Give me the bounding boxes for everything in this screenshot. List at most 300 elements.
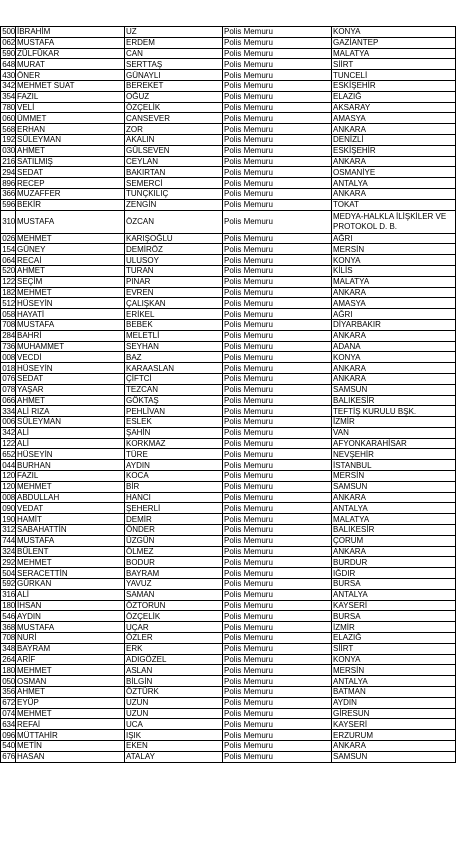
table-row xyxy=(1,145,456,156)
row-number-cell: 342 xyxy=(2,428,15,438)
row-number-cell: 294 xyxy=(2,167,15,177)
table-row xyxy=(1,124,456,135)
title-cell: Polis Memuru xyxy=(223,48,332,59)
last-name-cell: BAYRAM xyxy=(125,568,223,579)
last-name-cell: CANSEVER xyxy=(125,113,223,124)
title-cell: Polis Memuru xyxy=(223,363,332,374)
row-number-cell: 074 xyxy=(2,709,15,718)
last-name-cell: BİR xyxy=(125,481,223,492)
title-cell: Polis Memuru xyxy=(223,319,332,330)
first-name-cell: MÜTTAHİR xyxy=(16,730,125,741)
title-cell: Polis Memuru xyxy=(223,427,332,438)
last-name-cell: BEBEK xyxy=(125,319,223,330)
last-name-cell: UCA xyxy=(125,719,223,730)
last-name-cell: ERDEM xyxy=(125,37,223,48)
title-cell: Polis Memuru xyxy=(223,91,332,102)
last-name-cell: BEREKET xyxy=(125,80,223,91)
unit-cell: ANKARA xyxy=(332,188,456,199)
first-name-cell: REFAİ xyxy=(16,719,125,730)
table-row xyxy=(1,751,456,762)
title-cell: Polis Memuru xyxy=(223,37,332,48)
title-cell: Polis Memuru xyxy=(223,341,332,352)
table-row xyxy=(1,481,456,492)
last-name-cell: TÜRE xyxy=(125,449,223,460)
unit-cell: ANTALYA xyxy=(332,589,456,600)
table-row xyxy=(1,265,456,276)
table-row xyxy=(1,37,456,48)
table-row xyxy=(1,568,456,579)
first-name-cell: MEHMET xyxy=(16,287,125,298)
first-name-cell: BURHAN xyxy=(16,460,125,471)
row-number-cell: 180 xyxy=(2,601,15,611)
row-number-cell: 044 xyxy=(2,460,15,470)
table-row xyxy=(1,156,456,167)
first-name-cell: RECEP xyxy=(16,178,125,189)
first-name-cell: MUSTAFA xyxy=(16,622,125,633)
row-number-cell: 064 xyxy=(2,255,15,265)
row-number-cell: 744 xyxy=(2,536,15,546)
first-name-cell: MEHMET xyxy=(16,233,125,244)
table-row xyxy=(1,697,456,708)
table-row xyxy=(1,27,456,38)
unit-cell: DİYARBAKIR xyxy=(332,319,456,330)
row-number-cell: 648 xyxy=(2,59,15,69)
last-name-cell: DEMİRÖZ xyxy=(125,244,223,255)
last-name-cell: ÖNDER xyxy=(125,525,223,536)
last-name-cell: GÖKTAŞ xyxy=(125,395,223,406)
row-number-cell: 122 xyxy=(2,277,15,287)
title-cell: Polis Memuru xyxy=(223,589,332,600)
unit-cell: ÇORUM xyxy=(332,535,456,546)
first-name-cell: SERACETTİN xyxy=(16,568,125,579)
row-number-cell: 596 xyxy=(2,200,15,210)
title-cell: Polis Memuru xyxy=(223,113,332,124)
row-number-cell: 590 xyxy=(2,48,15,58)
title-cell: Polis Memuru xyxy=(223,708,332,719)
table-row xyxy=(1,319,456,330)
row-number-cell: 354 xyxy=(2,92,15,102)
row-number-cell: 008 xyxy=(2,493,15,503)
last-name-cell: ŞEHERLİ xyxy=(125,503,223,514)
table-row xyxy=(1,546,456,557)
personnel-table-body xyxy=(1,27,456,763)
row-number-cell: 708 xyxy=(2,320,15,330)
unit-cell: BURSA xyxy=(332,579,456,590)
unit-cell: ANKARA xyxy=(332,124,456,135)
first-name-cell: EYÜP xyxy=(16,697,125,708)
unit-cell: TEFTİŞ KURULU BŞK. xyxy=(332,406,456,417)
first-name-cell: SABAHATTİN xyxy=(16,525,125,536)
first-name-cell: BAHRİ xyxy=(16,330,125,341)
unit-cell: KONYA xyxy=(332,255,456,266)
title-cell: Polis Memuru xyxy=(223,102,332,113)
title-cell: Polis Memuru xyxy=(223,255,332,266)
first-name-cell: MEHMET xyxy=(16,481,125,492)
row-number-cell: 122 xyxy=(2,439,15,449)
first-name-cell: ZÜLFÜKAR xyxy=(16,48,125,59)
row-number-cell: 284 xyxy=(2,331,15,341)
row-number-cell: 216 xyxy=(2,156,15,166)
first-name-cell: MUHAMMET xyxy=(16,341,125,352)
title-cell: Polis Memuru xyxy=(223,719,332,730)
last-name-cell: UÇAR xyxy=(125,622,223,633)
title-cell: Polis Memuru xyxy=(223,156,332,167)
first-name-cell: FAZIL xyxy=(16,471,125,482)
title-cell: Polis Memuru xyxy=(223,406,332,417)
row-number-cell: 026 xyxy=(2,233,15,243)
first-name-cell: AHMET xyxy=(16,395,125,406)
table-row xyxy=(1,102,456,113)
unit-cell: AMASYA xyxy=(332,298,456,309)
table-row xyxy=(1,178,456,189)
table-row xyxy=(1,352,456,363)
table-row xyxy=(1,298,456,309)
first-name-cell: HASAN xyxy=(16,751,125,762)
row-number-cell: 120 xyxy=(2,471,15,481)
title-cell: Polis Memuru xyxy=(223,579,332,590)
table-row xyxy=(1,167,456,178)
title-cell: Polis Memuru xyxy=(223,352,332,363)
table-row xyxy=(1,514,456,525)
first-name-cell: NURİ xyxy=(16,633,125,644)
last-name-cell: ASLAN xyxy=(125,665,223,676)
row-number-cell: 500 xyxy=(2,27,15,37)
row-number-cell: 366 xyxy=(2,189,15,199)
first-name-cell: YAŞAR xyxy=(16,384,125,395)
row-number-cell: 008 xyxy=(2,352,15,362)
last-name-cell: ÖZÇELİK xyxy=(125,102,223,113)
last-name-cell: MELETLİ xyxy=(125,330,223,341)
table-row xyxy=(1,134,456,145)
table-row xyxy=(1,80,456,91)
row-number-cell: 652 xyxy=(2,449,15,459)
unit-cell: ELAZIĞ xyxy=(332,633,456,644)
title-cell: Polis Memuru xyxy=(223,244,332,255)
unit-cell: MALATYA xyxy=(332,48,456,59)
table-row xyxy=(1,287,456,298)
first-name-cell: ARİF xyxy=(16,654,125,665)
row-number-cell: 736 xyxy=(2,341,15,351)
title-cell: Polis Memuru xyxy=(223,665,332,676)
title-cell: Polis Memuru xyxy=(223,730,332,741)
title-cell: Polis Memuru xyxy=(223,384,332,395)
last-name-cell: YAVUZ xyxy=(125,579,223,590)
last-name-cell: UZUN xyxy=(125,697,223,708)
unit-cell: ADANA xyxy=(332,341,456,352)
unit-cell: MERSİN xyxy=(332,471,456,482)
row-number-cell: 512 xyxy=(2,298,15,308)
unit-cell: ANTALYA xyxy=(332,503,456,514)
last-name-cell: BİLGİN xyxy=(125,676,223,687)
table-row xyxy=(1,255,456,266)
title-cell: Polis Memuru xyxy=(223,438,332,449)
last-name-cell: KORKMAZ xyxy=(125,438,223,449)
last-name-cell: SEMERCİ xyxy=(125,178,223,189)
first-name-cell: MUSTAFA xyxy=(16,37,125,48)
title-cell: Polis Memuru xyxy=(223,167,332,178)
unit-cell: AFYONKARAHİSAR xyxy=(332,438,456,449)
table-row xyxy=(1,719,456,730)
last-name-cell: ÇİFTCİ xyxy=(125,373,223,384)
unit-cell: VAN xyxy=(332,427,456,438)
first-name-cell: METİN xyxy=(16,741,125,752)
first-name-cell: VECDİ xyxy=(16,352,125,363)
first-name-cell: BEKİR xyxy=(16,199,125,210)
row-number-cell: 568 xyxy=(2,124,15,134)
unit-cell: SİİRT xyxy=(332,59,456,70)
personnel-table xyxy=(0,26,456,763)
title-cell: Polis Memuru xyxy=(223,188,332,199)
title-cell: Polis Memuru xyxy=(223,546,332,557)
title-cell: Polis Memuru xyxy=(223,265,332,276)
row-number-cell: 030 xyxy=(2,146,15,156)
table-row xyxy=(1,438,456,449)
title-cell: Polis Memuru xyxy=(223,643,332,654)
title-cell: Polis Memuru xyxy=(223,80,332,91)
row-number-cell: 058 xyxy=(2,309,15,319)
table-row xyxy=(1,427,456,438)
table-row xyxy=(1,417,456,428)
table-row xyxy=(1,676,456,687)
title-cell: Polis Memuru xyxy=(223,654,332,665)
first-name-cell: VELİ xyxy=(16,102,125,113)
title-cell: Polis Memuru xyxy=(223,134,332,145)
last-name-cell: GÜNAYLI xyxy=(125,70,223,81)
table-row xyxy=(1,406,456,417)
last-name-cell: AKALIN xyxy=(125,134,223,145)
last-name-cell: ŞAHİN xyxy=(125,427,223,438)
first-name-cell: AHMET xyxy=(16,145,125,156)
unit-cell: TOKAT xyxy=(332,199,456,210)
unit-cell: ELAZIĞ xyxy=(332,91,456,102)
first-name-cell: ABDULLAH xyxy=(16,492,125,503)
unit-cell: MEDYA-HALKLA İLİŞKİLER VE PROTOKOL D. B. xyxy=(332,210,456,233)
last-name-cell: KARAASLAN xyxy=(125,363,223,374)
title-cell: Polis Memuru xyxy=(223,70,332,81)
last-name-cell: EKEN xyxy=(125,741,223,752)
last-name-cell: TEZCAN xyxy=(125,384,223,395)
first-name-cell: MEHMET xyxy=(16,708,125,719)
row-number-cell: 120 xyxy=(2,482,15,492)
unit-cell: İSTANBUL xyxy=(332,460,456,471)
first-name-cell: SEDAT xyxy=(16,373,125,384)
first-name-cell: FAZIL xyxy=(16,91,125,102)
title-cell: Polis Memuru xyxy=(223,741,332,752)
table-row xyxy=(1,309,456,320)
title-cell: Polis Memuru xyxy=(223,557,332,568)
first-name-cell: MEHMET xyxy=(16,557,125,568)
first-name-cell: HÜSEYİN xyxy=(16,363,125,374)
first-name-cell: SATILMIŞ xyxy=(16,156,125,167)
unit-cell: OSMANİYE xyxy=(332,167,456,178)
unit-cell: ANKARA xyxy=(332,156,456,167)
unit-cell: ANTALYA xyxy=(332,676,456,687)
row-number-cell: 078 xyxy=(2,385,15,395)
row-number-cell: 076 xyxy=(2,374,15,384)
row-number-cell: 324 xyxy=(2,547,15,557)
unit-cell: ANKARA xyxy=(332,492,456,503)
title-cell: Polis Memuru xyxy=(223,210,332,233)
title-cell: Polis Memuru xyxy=(223,417,332,428)
table-row xyxy=(1,395,456,406)
row-number-cell: 540 xyxy=(2,741,15,751)
table-row xyxy=(1,341,456,352)
row-number-cell: 050 xyxy=(2,676,15,686)
title-cell: Polis Memuru xyxy=(223,525,332,536)
row-number-cell: 310 xyxy=(1,210,16,233)
first-name-cell: MEHMET SUAT xyxy=(16,80,125,91)
table-row xyxy=(1,91,456,102)
title-cell: Polis Memuru xyxy=(223,751,332,762)
title-cell: Polis Memuru xyxy=(223,481,332,492)
first-name-cell: ERHAN xyxy=(16,124,125,135)
row-number-cell: 180 xyxy=(2,665,15,675)
unit-cell: AĞRI xyxy=(332,233,456,244)
table-row xyxy=(1,503,456,514)
first-name-cell: RECAİ xyxy=(16,255,125,266)
unit-cell: KAYSERİ xyxy=(332,719,456,730)
row-number-cell: 096 xyxy=(2,730,15,740)
last-name-cell: SERTTAŞ xyxy=(125,59,223,70)
last-name-cell: ÖZLER xyxy=(125,633,223,644)
table-row xyxy=(1,579,456,590)
unit-cell: KONYA xyxy=(332,352,456,363)
table-row xyxy=(1,363,456,374)
row-number-cell: 676 xyxy=(2,752,15,762)
table-row xyxy=(1,492,456,503)
table-row xyxy=(1,741,456,752)
table-row xyxy=(1,113,456,124)
table-row xyxy=(1,557,456,568)
row-number-cell: 780 xyxy=(2,102,15,112)
first-name-cell: ÖNER xyxy=(16,70,125,81)
first-name-cell: OSMAN xyxy=(16,676,125,687)
row-number-cell: 264 xyxy=(2,655,15,665)
unit-cell: ANTALYA xyxy=(332,178,456,189)
first-name-cell: HAMİT xyxy=(16,514,125,525)
title-cell: Polis Memuru xyxy=(223,59,332,70)
last-name-cell: AYDIN xyxy=(125,460,223,471)
row-number-cell: 154 xyxy=(2,244,15,254)
table-row xyxy=(1,48,456,59)
row-number-cell: 334 xyxy=(2,406,15,416)
row-number-cell: 592 xyxy=(2,579,15,589)
last-name-cell: ÖZTORUN xyxy=(125,600,223,611)
unit-cell: KAYSERİ xyxy=(332,600,456,611)
unit-cell: ANKARA xyxy=(332,363,456,374)
title-cell: Polis Memuru xyxy=(223,124,332,135)
first-name-cell: AHMET xyxy=(16,265,125,276)
row-number-cell: 312 xyxy=(2,525,15,535)
title-cell: Polis Memuru xyxy=(223,471,332,482)
table-row xyxy=(1,233,456,244)
last-name-cell: UZUN xyxy=(125,708,223,719)
unit-cell: MERSİN xyxy=(332,244,456,255)
first-name-cell: SEDAT xyxy=(16,167,125,178)
first-name-cell: GÜNEY xyxy=(16,244,125,255)
unit-cell: MALATYA xyxy=(332,276,456,287)
unit-cell: AĞRI xyxy=(332,309,456,320)
first-name-cell: ALİ xyxy=(16,589,125,600)
unit-cell: SAMSUN xyxy=(332,481,456,492)
title-cell: Polis Memuru xyxy=(223,276,332,287)
first-name-cell: ALİ RIZA xyxy=(16,406,125,417)
unit-cell: İZMİR xyxy=(332,417,456,428)
title-cell: Polis Memuru xyxy=(223,535,332,546)
table-row xyxy=(1,373,456,384)
row-number-cell: 342 xyxy=(2,81,15,91)
table-row xyxy=(1,643,456,654)
first-name-cell: BAYRAM xyxy=(16,643,125,654)
title-cell: Polis Memuru xyxy=(223,298,332,309)
unit-cell: IĞDIR xyxy=(332,568,456,579)
unit-cell: SİİRT xyxy=(332,643,456,654)
row-number-cell: 066 xyxy=(2,395,15,405)
title-cell: Polis Memuru xyxy=(223,697,332,708)
row-number-cell: 018 xyxy=(2,363,15,373)
unit-cell: BURDUR xyxy=(332,557,456,568)
first-name-cell: ALİ xyxy=(16,427,125,438)
first-name-cell: HÜSEYİN xyxy=(16,298,125,309)
row-number-cell: 062 xyxy=(2,38,15,48)
table-row xyxy=(1,188,456,199)
last-name-cell: ESLEK xyxy=(125,417,223,428)
unit-cell: DENİZLİ xyxy=(332,134,456,145)
table-row xyxy=(1,730,456,741)
title-cell: Polis Memuru xyxy=(223,449,332,460)
row-number-cell: 672 xyxy=(2,698,15,708)
title-cell: Polis Memuru xyxy=(223,330,332,341)
last-name-cell: ÖLMEZ xyxy=(125,546,223,557)
first-name-cell: AYDIN xyxy=(16,611,125,622)
table-row xyxy=(1,330,456,341)
title-cell: Polis Memuru xyxy=(223,492,332,503)
last-name-cell: ÜZGÜN xyxy=(125,535,223,546)
last-name-cell: IŞIK xyxy=(125,730,223,741)
table-row xyxy=(1,525,456,536)
title-cell: Polis Memuru xyxy=(223,600,332,611)
first-name-cell: MUZAFFER xyxy=(16,188,125,199)
row-number-cell: 634 xyxy=(2,719,15,729)
last-name-cell: BAKIRTAN xyxy=(125,167,223,178)
title-cell: Polis Memuru xyxy=(223,568,332,579)
table-row xyxy=(1,611,456,622)
last-name-cell: GÜLSEVEN xyxy=(125,145,223,156)
table-row xyxy=(1,535,456,546)
last-name-cell: ÖZCAN xyxy=(125,210,223,233)
title-cell: Polis Memuru xyxy=(223,178,332,189)
table-row xyxy=(1,633,456,644)
unit-cell: ANKARA xyxy=(332,287,456,298)
title-cell: Polis Memuru xyxy=(223,373,332,384)
first-name-cell: MURAT xyxy=(16,59,125,70)
unit-cell: KİLİS xyxy=(332,265,456,276)
last-name-cell: ATALAY xyxy=(125,751,223,762)
last-name-cell: UZ xyxy=(125,27,223,38)
unit-cell: ANKARA xyxy=(332,373,456,384)
unit-cell: SAMSUN xyxy=(332,384,456,395)
unit-cell: GAZİANTEP xyxy=(332,37,456,48)
row-number-cell: 182 xyxy=(2,287,15,297)
row-number-cell: 356 xyxy=(2,687,15,697)
last-name-cell: BODUR xyxy=(125,557,223,568)
unit-cell: SAMSUN xyxy=(332,751,456,762)
unit-cell: AMASYA xyxy=(332,113,456,124)
first-name-cell: İBRAHİM xyxy=(16,27,125,38)
last-name-cell: HANCI xyxy=(125,492,223,503)
first-name-cell: MUSTAFA xyxy=(16,210,125,233)
unit-cell: ANKARA xyxy=(332,546,456,557)
